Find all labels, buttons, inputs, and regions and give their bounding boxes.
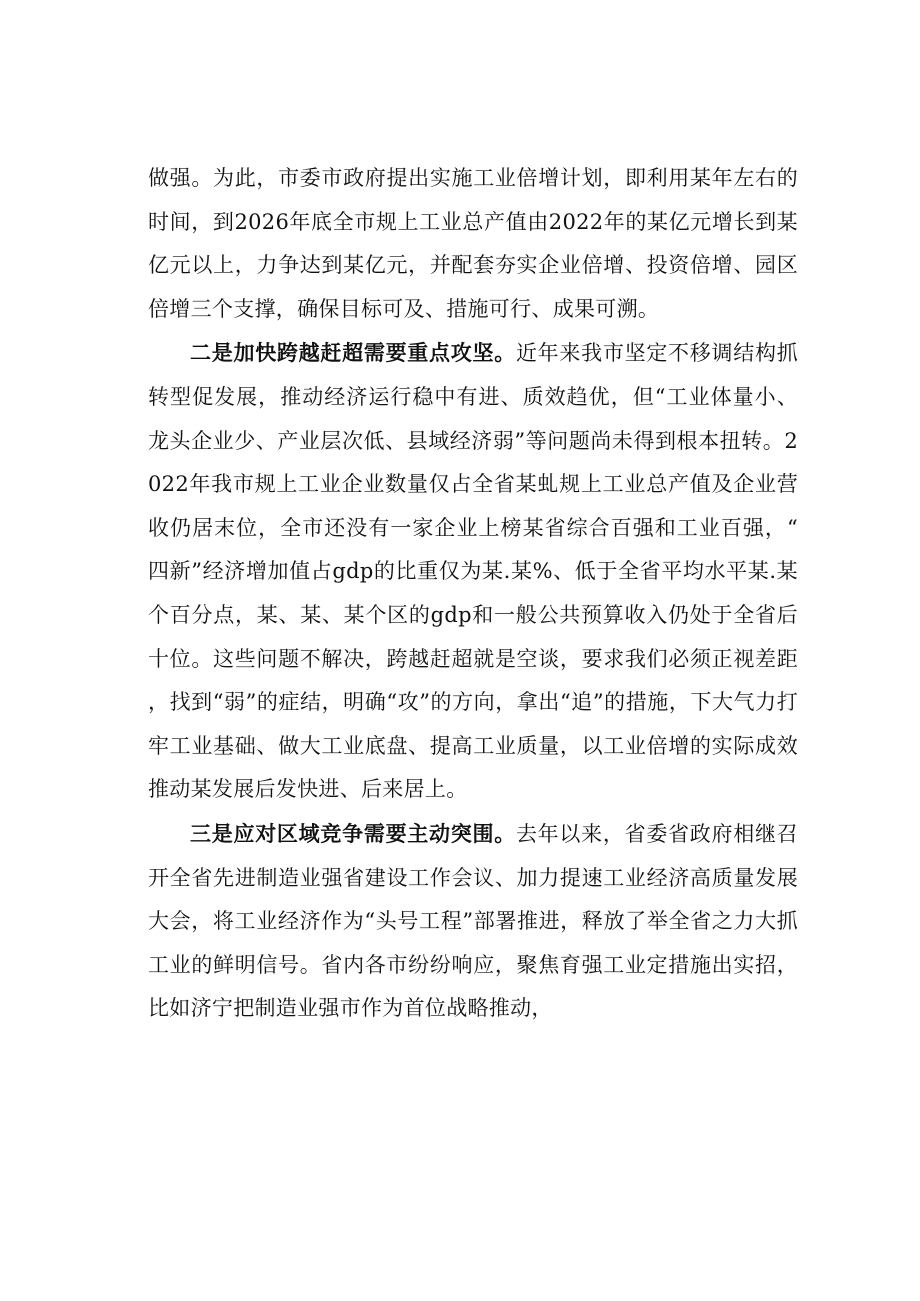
paragraph-second-point [148,331,798,812]
document-body [148,157,798,1031]
paragraph-text: 近年来我市坚定不移调结构抓转型促发展，推动经济运行稳中有进、质效趋优，但“工业体量小、龙头企业少、产业层次低、县域经济弱”等问题尚未得到根本扭转。2022年我市规上工业企业数量仅占全省某虬规上工业总产值及企业营收仍居末位，全市还没有一家企业上榜某省综合百强和工业百强，“四新”经济增加值占gdp的比重仅为某.某%、低于全省平均水平某.某个百分点，某、某、某个区的gdp和一般公共预算收入仍处于全省后十位。这些问题不解决，跨越赶超就是空谈，要求我们必须正视差距，找到“弱”的症结，明确“攻”的方向，拿出“追”的措施，下大气力打牢工业基础、做大工业底盘、提高工业质量，以工业倍增的实际成效推动某发展后发快进、后来居上。 [148,341,799,802]
paragraph-continuation [148,157,798,331]
paragraph-text: 去年以来，省委省政府相继召开全省先进制造业强省建设工作会议、加力提速工业经济高质量发展大会，将工业经济作为“头号工程”部署推进，释放了举全省之力大抓工业的鲜明信号。省内各市纷纷响应，聚焦育强工业定措施出实招，比如济宁把制造业强市作为首位战略推动， [148,821,799,1021]
paragraph-text: 做强。为此，市委市政府提出实施工业倍增计划，即利用某年左右的时间，到2026年底全市规上工业总产值由2022年的某亿元增长到某亿元以上，力争达到某亿元，并配套夯实企业倍增、投资倍增、园区倍增三个支撑，确保目标可及、措施可行、成果可溯。 [148,166,798,321]
paragraph-heading: 二是加快跨越赶超需要重点攻坚。 [190,340,516,366]
paragraph-heading: 三是应对区域竞争需要主动突围。 [190,820,516,846]
paragraph-third-point [148,812,798,1031]
